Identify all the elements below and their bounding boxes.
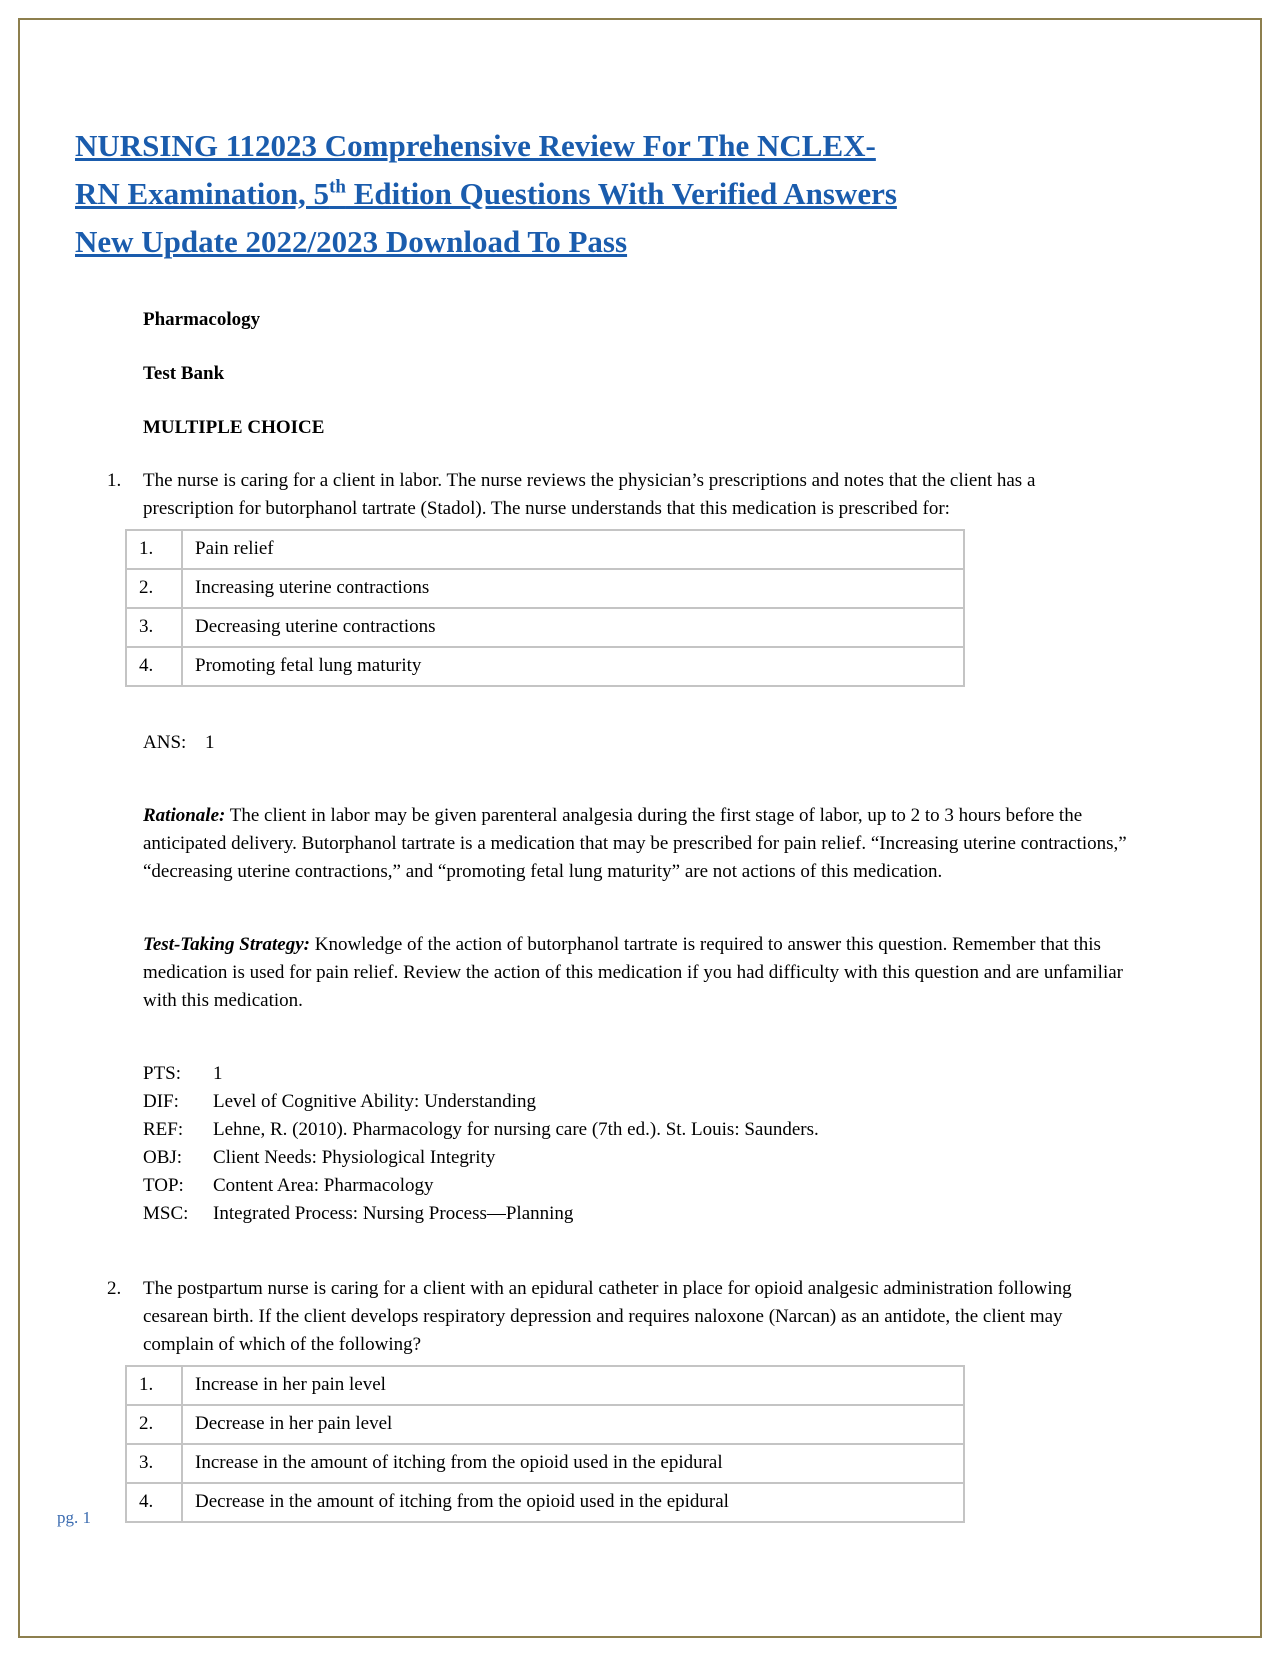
option-text: Promoting fetal lung maturity bbox=[182, 647, 964, 686]
strategy-text: Knowledge of the action of butorphanol tartrate is required to answer this question. Remember that this medication is used for pain relief. Review the action of this medication if you had difficulty with this question and are unfamiliar with this medication. bbox=[143, 934, 1124, 1011]
meta-row-top bbox=[143, 1172, 1220, 1200]
meta-value: Client Needs: Physiological Integrity bbox=[213, 1147, 496, 1168]
title-line-2-rest: Edition Questions With Verified Answers bbox=[345, 176, 897, 211]
question-1-text: The nurse is caring for a client in labor. The nurse reviews the physician’s prescriptions and notes that the client has a prescription for butorphanol tartrate (Stadol). The nurse understands that this medication is prescribed for: bbox=[143, 470, 1036, 519]
section-heading-pharmacology: Pharmacology bbox=[143, 309, 261, 330]
option-number: 4. bbox=[126, 647, 182, 686]
answer-value: 1 bbox=[205, 732, 215, 753]
section-heading-test-bank: Test Bank bbox=[143, 363, 225, 384]
option-number: 3. bbox=[126, 1444, 182, 1483]
title-line-1: NURSING 112023 Comprehensive Review For The NCLEX- bbox=[75, 128, 876, 163]
option-text: Increase in the amount of itching from the opioid used in the epidural bbox=[182, 1444, 964, 1483]
meta-row-ref bbox=[143, 1116, 1220, 1144]
question-1-metadata bbox=[143, 1060, 1220, 1228]
meta-row-msc bbox=[143, 1200, 1220, 1228]
answer-line bbox=[143, 729, 1220, 757]
title-superscript: th bbox=[329, 176, 346, 198]
question-2-text: The postpartum nurse is caring for a client with an epidural catheter in place for opioid analgesic administration following cesarean birth. If the client develops respiratory depression and requires naloxone (Narcan) as an antidote, the client may complain of which of the following? bbox=[143, 1278, 1072, 1355]
meta-row-dif bbox=[143, 1088, 1220, 1116]
option-row bbox=[126, 530, 964, 569]
option-text: Decrease in her pain level bbox=[182, 1405, 964, 1444]
meta-value: Level of Cognitive Ability: Understanding bbox=[213, 1091, 536, 1112]
meta-label: TOP: bbox=[143, 1175, 184, 1196]
option-row bbox=[126, 569, 964, 608]
rationale-label: Rationale: bbox=[143, 805, 226, 826]
question-1-options-table bbox=[125, 529, 965, 687]
option-text: Decreasing uterine contractions bbox=[182, 608, 964, 647]
title-line-3: New Update 2022/2023 Download To Pass bbox=[75, 224, 628, 259]
meta-value: Integrated Process: Nursing Process—Planning bbox=[213, 1203, 574, 1224]
option-number: 2. bbox=[126, 569, 182, 608]
section-heading-multiple-choice: MULTIPLE CHOICE bbox=[143, 417, 325, 438]
document-title-link[interactable] bbox=[75, 122, 1135, 266]
question-2-options-table bbox=[125, 1365, 965, 1523]
option-text: Decrease in the amount of itching from the opioid used in the epidural bbox=[182, 1483, 964, 1522]
meta-label: PTS: bbox=[143, 1063, 182, 1084]
meta-label: REF: bbox=[143, 1119, 184, 1140]
meta-value: Content Area: Pharmacology bbox=[213, 1175, 434, 1196]
strategy-label: Test-Taking Strategy: bbox=[143, 934, 310, 955]
answer-label: ANS: bbox=[143, 732, 187, 753]
option-row bbox=[126, 1405, 964, 1444]
question-1-stem bbox=[107, 467, 1220, 523]
meta-row-pts bbox=[143, 1060, 1220, 1088]
option-number: 1. bbox=[126, 530, 182, 569]
option-row bbox=[126, 1483, 964, 1522]
option-row bbox=[126, 608, 964, 647]
meta-label: DIF: bbox=[143, 1091, 179, 1112]
option-number: 4. bbox=[126, 1483, 182, 1522]
question-2 bbox=[57, 1275, 1220, 1523]
rationale-text: The client in labor may be given parenteral analgesia during the first stage of labor, up to 2 to 3 hours before the anticipated delivery. Butorphanol tartrate is a medication that may be prescribed for pain relief. “Increasing uterine contractions,” “decreasing uterine contractions,” and “promoting fetal lung maturity” are not actions of this medication. bbox=[143, 805, 1127, 882]
question-2-stem bbox=[107, 1275, 1220, 1359]
question-1 bbox=[57, 467, 1220, 1228]
option-row bbox=[126, 1366, 964, 1405]
option-number: 1. bbox=[126, 1366, 182, 1405]
question-2-number: 2. bbox=[107, 1278, 122, 1299]
meta-label: MSC: bbox=[143, 1203, 189, 1224]
meta-value: 1 bbox=[213, 1063, 223, 1084]
option-row bbox=[126, 647, 964, 686]
question-1-number: 1. bbox=[107, 470, 122, 491]
page-number-label: pg. 1 bbox=[57, 1508, 91, 1527]
title-line-2: RN Examination, 5 bbox=[75, 176, 330, 211]
meta-row-obj bbox=[143, 1144, 1220, 1172]
rationale-paragraph bbox=[143, 802, 1133, 886]
meta-value: Lehne, R. (2010). Pharmacology for nursing care (7th ed.). St. Louis: Saunders. bbox=[213, 1119, 819, 1140]
option-row bbox=[126, 1444, 964, 1483]
meta-label: OBJ: bbox=[143, 1147, 183, 1168]
option-text: Pain relief bbox=[182, 530, 964, 569]
option-text: Increasing uterine contractions bbox=[182, 569, 964, 608]
option-number: 2. bbox=[126, 1405, 182, 1444]
strategy-paragraph bbox=[143, 931, 1133, 1015]
option-number: 3. bbox=[126, 608, 182, 647]
option-text: Increase in her pain level bbox=[182, 1366, 964, 1405]
